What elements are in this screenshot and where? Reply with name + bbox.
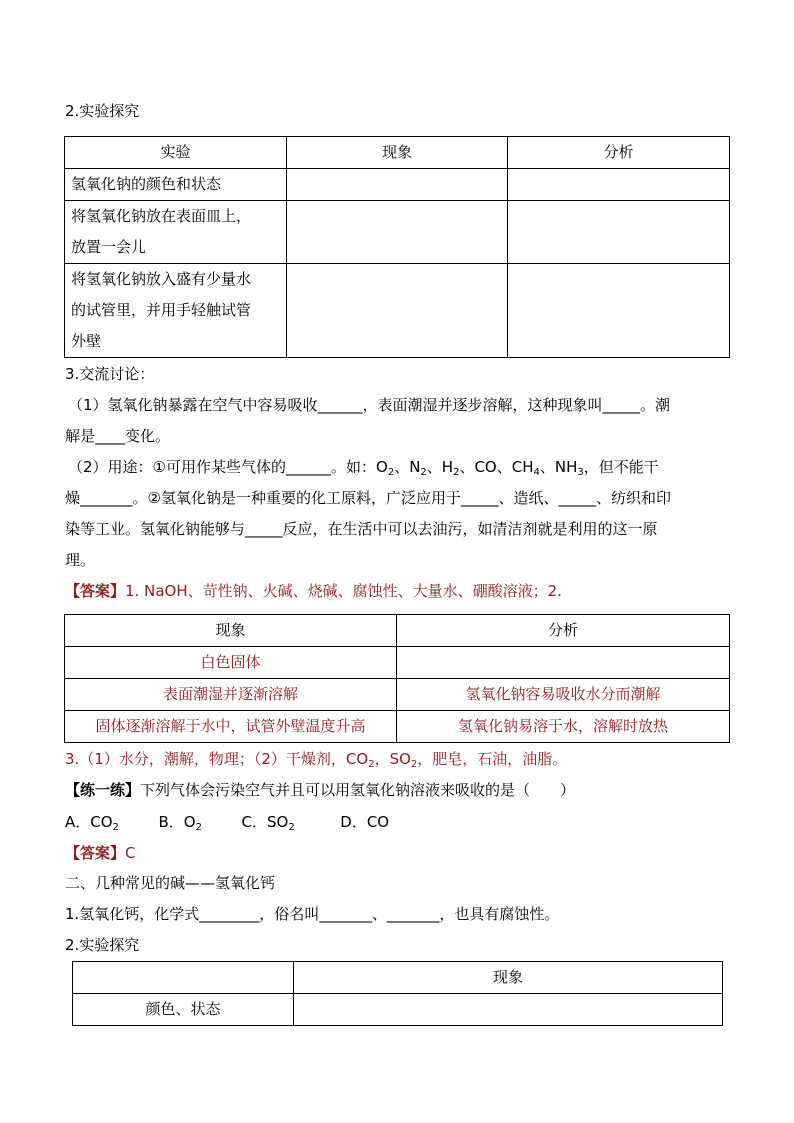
answer-header-analysis: 分析 [397, 615, 730, 647]
section-title-experiment: 2.实验探究 [65, 102, 140, 120]
discussion-q2-line2: 燥_______。②氢氧化钠是一种重要的化工原料，广泛应用于_____、造纸、_____、纺织和印 [65, 489, 671, 507]
option-a: A．$CO_2$ [65, 813, 119, 833]
calcium-table [72, 961, 723, 1026]
discussion-q1-line1: （1）氢氧化钠暴露在空气中容易吸收______，表面潮湿并逐步溶解，这种现象叫_____。潮 [68, 396, 671, 414]
discussion-q2-line1: （2）用途：①可用作某些气体的______。如：$O_2$、$N_2$、$H_2$、CO、$CH_4$、$NH_3$，但不能干 [68, 458, 659, 478]
option-c: C．$SO_2$ [241, 813, 295, 833]
practice-options [65, 812, 389, 832]
table-row: 固体逐渐溶解于水中，试管外壁温度升高 氢氧化钠易溶于水，溶解时放热 [65, 711, 730, 743]
discussion-title: 3.交流讨论： [65, 365, 155, 383]
calcium-header-phenomenon: 现象 [294, 962, 723, 994]
discussion-q2-line4: 理。 [65, 551, 96, 569]
table-row [65, 169, 730, 201]
header-experiment: 实验 [65, 137, 287, 169]
table-header-row [65, 137, 730, 169]
header-analysis: 分析 [508, 137, 730, 169]
experiment-table [64, 136, 730, 358]
section2-title: 2.实验探究 [65, 936, 140, 954]
answer1-line: 【答案】1. NaOH、苛性钠、火碱、烧碱、腐蚀性、大量水、硼酸溶液；2. [65, 582, 562, 600]
option-b: B．$O_2$ [158, 813, 202, 833]
answer-table [64, 614, 730, 743]
table-row [73, 994, 723, 1026]
practice-question: 【练一练】下列气体会污染空气并且可以用氢氧化钠溶液来吸收的是（ ） [65, 781, 576, 799]
answer-label: 【答案】 [65, 582, 126, 600]
table-header-row [65, 615, 730, 647]
table-row [65, 201, 730, 264]
option-d: D．CO [340, 813, 390, 831]
discussion-q2-line3: 染等工业。氢氧化钠能够与_____反应，在生活中可以去油污，如清洁剂就是利用的这一原 [65, 520, 658, 538]
experiment-cell: 氢氧化钠的颜色和状态 [65, 169, 287, 201]
table-header-row [73, 962, 723, 994]
practice-answer: 【答案】C [65, 844, 136, 862]
header-phenomenon: 现象 [287, 137, 508, 169]
experiment-cell: 将氢氧化钠放在表面皿上， 放置一会儿 [65, 201, 287, 264]
section2-line1: 1.氢氧化钙，化学式________，俗名叫_______、_______，也具有腐蚀性。 [65, 905, 560, 923]
table-row [65, 264, 730, 358]
experiment-cell: 将氢氧化钠放入盛有少量水 的试管里，并用手轻触试管 外壁 [65, 264, 287, 358]
discussion-q1-line2: 解是____变化。 [65, 427, 171, 445]
section2-heading: 二、几种常见的碱——氢氧化钙 [65, 874, 276, 892]
table-row: 白色固体 [65, 647, 730, 679]
practice-label: 【练一练】 [65, 781, 141, 799]
answer-header-phenomenon: 现象 [65, 615, 397, 647]
calcium-row-label: 颜色、状态 [73, 994, 294, 1026]
answer1-line3: 3.（1）水分，潮解，物理；（2）干燥剂，$CO_2$，$SO_2$，肥皂，石油，油脂。 [65, 750, 568, 770]
table-row: 表面潮湿并逐渐溶解 氢氧化钠容易吸收水分而潮解 [65, 679, 730, 711]
